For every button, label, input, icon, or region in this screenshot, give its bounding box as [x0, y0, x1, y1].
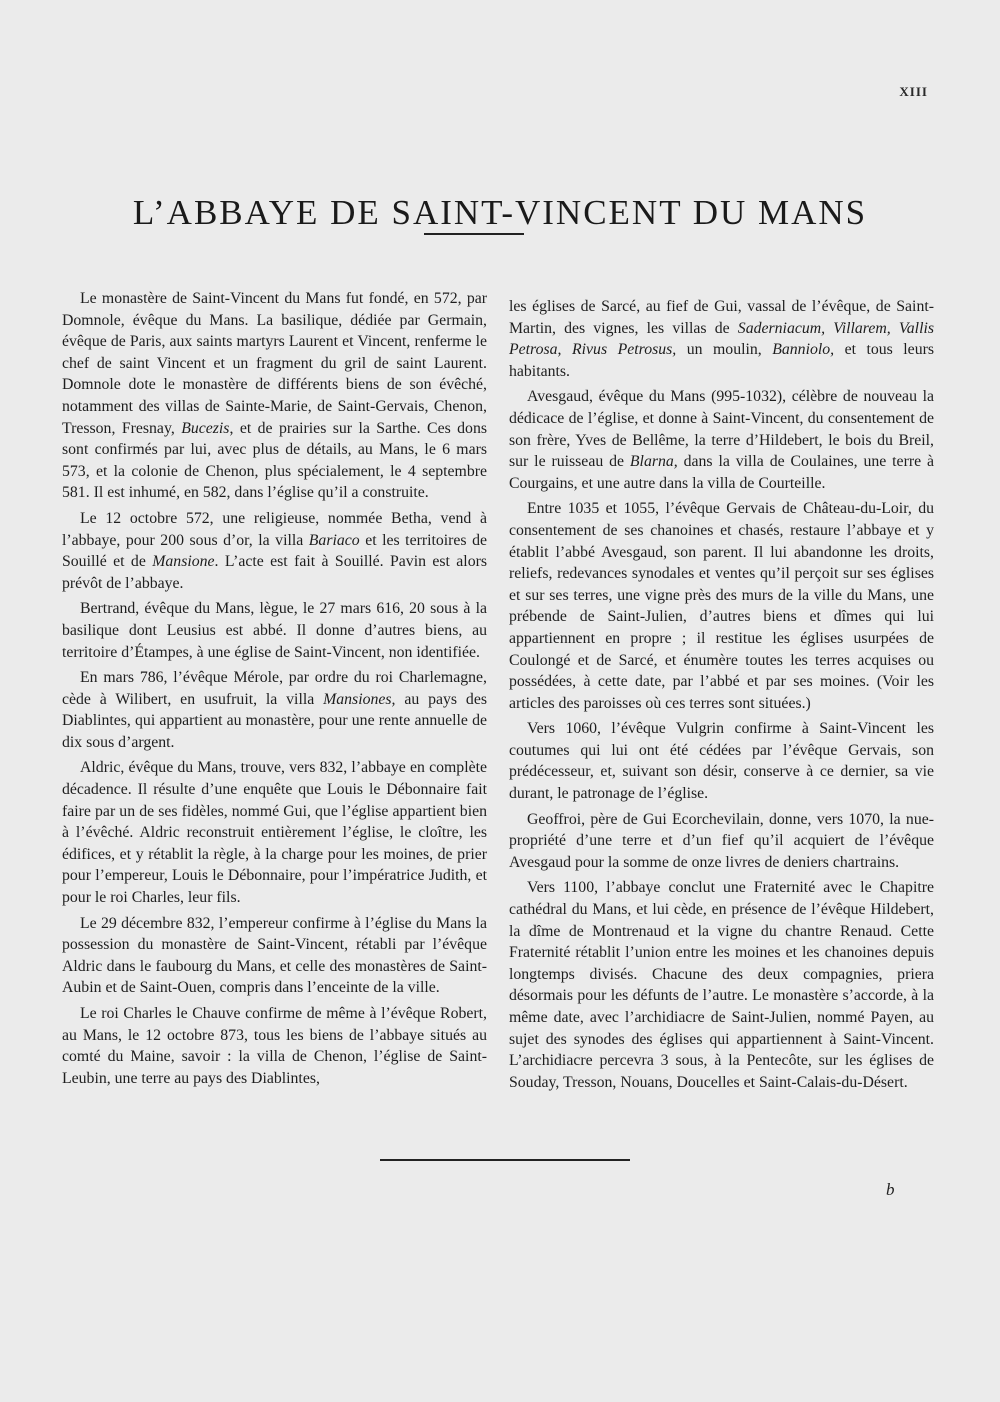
paragraph-merole: En mars 786, l’évêque Mérole, par ordre du roi Charlemagne, cède à Wilibert, en usufruit, la villa Mansiones, au pays des Diablintes, qui appartient au monastère, pour une rente annuelle de dix sous d’argent. — [62, 669, 487, 751]
paragraph-fraternite: Vers 1100, l’abbaye conclut une Fraternité avec le Chapitre cathédral du Mans, et lui cède, en présence de l’évêque Hildebert, la dîme de Montrenaud et la vigne du chantre Renaud. Cette Fraternité rétablit l’union entre les moines et les chanoines depuis longtemps divisés. Chacune des deux compagnies, priera désormais pour les défunts de l’autre. Le monastère s’accorde, à la même date, avec l’archidiacre de Saint-Julien, nommé Payen, au sujet des synodes des églises qui appartiennent à Saint-Vincent. L’archidiacre percevra 3 sous, à la Pentecôte, sur les églises de Souday, Tresson, Nouans, Doucelles et Saint-Calais-du-Désert. — [509, 879, 934, 1091]
left-column — [62, 288, 487, 1093]
paragraph-geoffroi: Geoffroi, père de Gui Ecorchevilain, donne, vers 1070, la nue-propriété d’une terre et d’un fief qu’il acquiert de l’évêque Avesgaud pour la somme de onze livres de deniers chartrains. — [509, 810, 934, 871]
paragraph-continuation: les églises de Sarcé, au fief de Gui, vassal de l’évêque, de Saint-Martin, des vignes, les villas de Saderniacum, Villarem, Vallis Petrosa, Rivus Petrosus, un moulin, Banniolo, et tous leurs habitants. — [509, 298, 934, 380]
paragraph-emperor: Le 29 décembre 832, l’empereur confirme à l’église du Mans la possession du monastère de Saint-Vincent, rétabli par l’évêque Aldric dans le faubourg du Mans, et celle des monastères de Saint-Aubin et de Saint-Ouen, compris dans l’enceinte de la ville. — [62, 914, 487, 997]
title-divider — [424, 233, 524, 235]
paragraph-bertrand: Bertrand, évêque du Mans, lègue, le 27 mars 616, 20 sous à la basilique dont Leusius est abbé. Il donne d’autres biens, au territoire d’Étampes, à une église de Saint-Vincent, non identifiée. — [62, 600, 487, 661]
bottom-divider — [380, 1159, 630, 1161]
signature-mark: b — [886, 1180, 895, 1199]
right-column — [509, 296, 934, 1097]
paragraph-charles: Le roi Charles le Chauve confirme de même à l’évêque Robert, au Mans, le 12 octobre 873, tous les biens de l’abbaye situés au comté du Maine, savoir : la villa de Chenon, l’église de Saint-Leubin, une terre au pays des Diablintes, — [62, 1005, 487, 1087]
page-title: L’ABBAYE DE SAINT-VINCENT DU MANS — [132, 193, 868, 233]
paragraph-founding: Le monastère de Saint-Vincent du Mans fut fondé, en 572, par Domnole, évêque du Mans. La basilique, dédiée par Germain, évêque de Paris, aux saints martyrs Laurent et Vincent, renferme le chef de saint Vincent et un fragment du gril de saint Laurent. Domnole dote le monastère de différents biens de son évêché, notamment des villas de Sainte-Marie, de Saint-Gervais, Chenon, Tresson, Fresnay, Bucezis, et de prairies sur la Sarthe. Ces dons sont confirmés par lui, avec plus de détails, au Mans, le 6 mars 573, et la colonie de Chenon, plus spécialement, le 4 septembre 581. Il est inhumé, en 582, dans l’église qu’il a construite. — [62, 290, 487, 502]
paragraph-betha: Le 12 octobre 572, une religieuse, nommée Betha, vend à l’abbaye, pour 200 sous d’or, la villa Bariaco et les territoires de Souillé et de Mansione. L’acte est fait à Souillé. Pavin est alors prévôt de l’abbaye. — [62, 509, 488, 592]
paragraph-gervais: Entre 1035 et 1055, l’évêque Gervais de Château-du-Loir, du consentement de ses chanoines et chasés, restaure l’abbaye et y établit l’abbé Avesgaud, son parent. Il lui abandonne les droits, reliefs, redevances synodales et ventes qu’il perçoit sur ses églises et sur ses terres, une vigne près des murs de la ville du Mans, une prébende de Saint-Julien, d’autres biens et dîmes qui lui appartiennent en propre ; il restitue les églises usurpées de Coulongé et de Sarcé, et énumère toutes les terres acquises ou possédées, à cette date, par l’abbé et par ses moines. (Voir les articles des paroisses où ces terres sont situées.) — [509, 500, 934, 712]
page-number: XIII — [899, 84, 928, 99]
paragraph-vulgrin: Vers 1060, l’évêque Vulgrin confirme à Saint-Vincent les coutumes qui lui ont été cédées par l’évêque Gervais, son prédécesseur, et, suivant son désir, conserve à ce dernier, sa vie durant, le patronage de l’église. — [509, 720, 934, 803]
paragraph-aldric: Aldric, évêque du Mans, trouve, vers 832, l’abbaye en complète décadence. Il résulte d’une enquête que Louis le Débonnaire fait faire par un de ses fidèles, nommé Gui, que l’église appartient bien à l’évêché. Aldric reconstruit entièrement l’église, le cloître, les édifices, et y rétablit la règle, à la charge pour les moines, de prier pour l’empereur, Louis le Débonnaire, pour l’impératrice Judith, et pour le roi Charles, leur fils. — [62, 759, 487, 907]
paragraph-avesgaud: Avesgaud, évêque du Mans (995-1032), célèbre de nouveau la dédicace de l’église, et donne à Saint-Vincent, du consentement de son frère, Yves de Bellême, la terre d’Hildebert, le bois du Breil, sur le ruisseau de Blarna, dans la villa de Coulaines, une terre à Courgains, et une autre dans la villa de Courteille. — [509, 388, 934, 492]
